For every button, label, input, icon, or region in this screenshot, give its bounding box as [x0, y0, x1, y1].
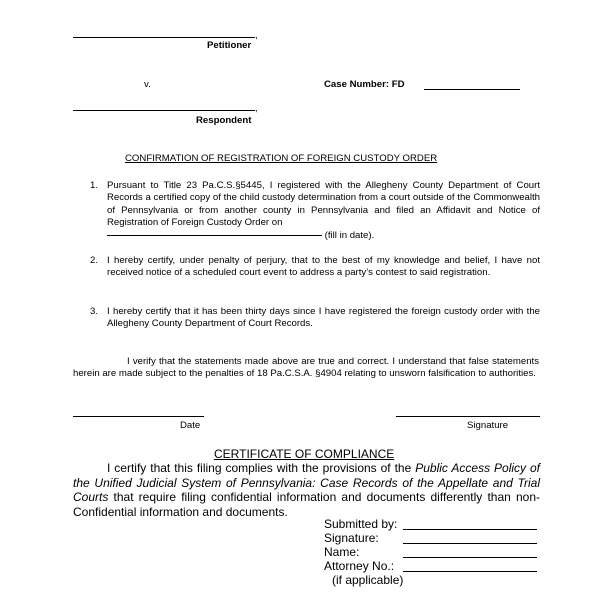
respondent-comma: , — [255, 103, 258, 114]
certificate-policy-title: Public Access Policy of the Unified Judicial System of Pennsylvania: Case Records of the Appellate and Trial Courts — [73, 461, 540, 505]
certificate-text-tail: that require filing confidential information and documents differently than non-Confidential information and documents. — [73, 490, 540, 519]
item-1-fill-note: (fill in date). — [324, 229, 375, 241]
item-1-number: 1. — [90, 180, 99, 191]
verification-text: I verify that the statements made above are true and correct. I understand that false statements herein are made subject to the penalties of 18 Pa.C.S.A. §4904 relating to unsworn falsification to authorities. — [73, 356, 539, 380]
date-line[interactable] — [73, 416, 204, 417]
submitted-by-line[interactable] — [403, 529, 537, 530]
submitted-by-label: Submitted by: — [324, 517, 398, 531]
item-1-fill-row — [107, 230, 540, 242]
item-3-number: 3. — [90, 306, 99, 317]
petitioner-label: Petitioner — [207, 40, 252, 51]
certificate-text-lead: I certify that this filing complies with the provisions of the — [107, 461, 416, 475]
attorney-number-label: Attorney No.: — [324, 559, 395, 573]
name-field-line[interactable] — [403, 557, 537, 558]
respondent-label: Respondent — [196, 115, 252, 126]
respondent-name-line[interactable] — [73, 110, 255, 111]
petitioner-comma: , — [255, 30, 258, 41]
item-1-body — [107, 180, 540, 242]
attorney-number-line[interactable] — [403, 571, 537, 572]
if-applicable-note: (if applicable) — [332, 573, 404, 587]
case-number-label: Case Number: FD — [324, 79, 405, 90]
certificate-heading: CERTIFICATE OF COMPLIANCE — [214, 447, 395, 461]
item-1-text: Pursuant to Title 23 Pa.C.S.§5445, I registered with the Allegheny County Department of Court Records a certified copy of the child custody determination from a court outside of the Commonwealth of Pennsylvania or from another county in Pennsylvania and filed an Affidavit and Notice of Registration of Foreign Custody Order on — [107, 180, 540, 229]
signature-field-line[interactable] — [403, 543, 537, 544]
petitioner-name-line[interactable] — [73, 37, 255, 38]
certificate-text — [73, 461, 540, 519]
item-1-date-line[interactable] — [107, 235, 322, 236]
case-number-line[interactable] — [424, 89, 520, 90]
name-field-label: Name: — [324, 545, 360, 559]
signature-line[interactable] — [396, 416, 540, 417]
item-2-text: I hereby certify, under penalty of perjury, that to the best of my knowledge and belief, I have not received notice of a scheduled court event to address a party’s contest to said registration. — [107, 255, 540, 279]
signature-label: Signature — [467, 420, 509, 431]
versus-label: v. — [144, 79, 151, 90]
signature-field-label: Signature: — [324, 531, 379, 545]
item-2-number: 2. — [90, 255, 99, 266]
item-3-text: I hereby certify that it has been thirty days since I have registered the foreign custody order with the Allegheny County Department of Court Records. — [107, 306, 540, 330]
document-title: CONFIRMATION OF REGISTRATION OF FOREIGN CUSTODY ORDER — [125, 153, 438, 164]
date-label: Date — [180, 420, 201, 431]
